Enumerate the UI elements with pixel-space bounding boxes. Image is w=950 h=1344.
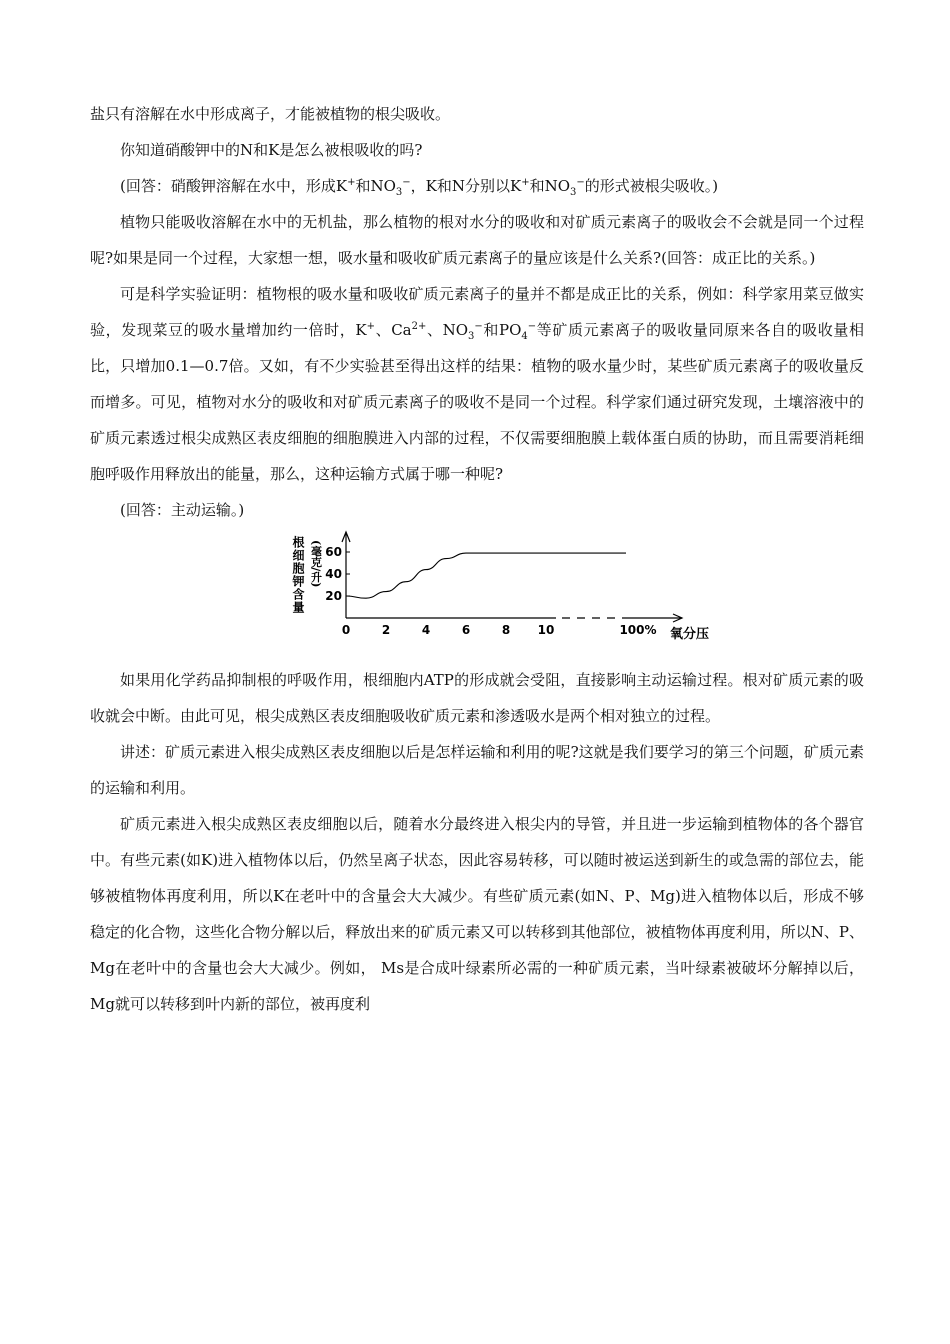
y-tick-label: 20 [325, 589, 342, 603]
paragraph-7: 如果用化学药品抑制根的呼吸作用，根细胞内ATP的形成就会受阻，直接影响主动运输过程。根对矿质元素的吸收就会中断。由此可见，根尖成熟区表皮细胞吸收矿质元素和渗透吸水是两个相对独立的过程。 [90, 671, 864, 725]
x-tick-label: 8 [501, 623, 511, 637]
paragraph-2: 你知道硝酸钾中的N和K是怎么被根吸收的吗? [120, 141, 423, 159]
x-axis-label: 氧分压 [670, 627, 710, 642]
x-tick-label: 10 [537, 623, 555, 637]
paragraph-6: (回答：主动运输。) [120, 501, 245, 519]
paragraph-8: 讲述：矿质元素进入根尖成熟区表皮细胞以后是怎样运输和利用的呢?这就是我们要学习的第三个问题，矿质元素的运输和利用。 [90, 743, 864, 797]
paragraph-5: 可是科学实验证明：植物根的吸水量和吸收矿质元素离子的量并不都是成正比的关系，例如：科学家用菜豆做实验，发现菜豆的吸水量增加约一倍时，K+、$Ca^{2+}$、$NO_3^-$和$PO_4^-$等矿质元素离子的吸收量同原来各自的吸收量相比，只增加0.1—0.7倍。又如，有不少实验甚至得出这样的结果：植物的吸水量少时，某些矿质元素离子的吸收量反而增多。可见，植物对水分的吸收和对矿质元素离子的吸收不是同一个过程。科学家们通过研究发现，土壤溶液中的矿质元素透过根尖成熟区表皮细胞的细胞膜进入内部的过程，不仅需要细胞膜上载体蛋白质的协助，而且需要消耗细胞呼吸作用释放出的能量，那么，这种运输方式属于哪一种呢? [90, 285, 865, 483]
paragraph-9: 矿质元素进入根尖成熟区表皮细胞以后，随着水分最终进入根尖内的导管，并且进一步运输到植物体的各个器官中。有些元素(如K)进入植物体以后，仍然呈离子状态，因此容易转移，可以随时被运送到新生的或急需的部位去，能够被植物体再度利用，所以K在老叶中的含量会大大减少。有些矿质元素(如N、P、Mg)进入植物体以后，形成不够稳定的化合物，这些化合物分解以后，释放出来的矿质元素又可以转移到其他部位，被植物体再度利用，所以N、P、Mg在老叶中的含量也会大大减少。例如， Ms是合成叶绿素所必需的一种矿质元素，当叶绿素被破坏分解掉以后，Mg就可以转移到叶内新的部位，被再度利 [90, 815, 864, 1013]
document-body [90, 96, 864, 1022]
data-line [346, 553, 626, 598]
paragraph-3: (回答：硝酸钾溶解在水中，形成K+和$NO_3^-$，K和N分别以K+和$NO_3^-$的形式被根尖吸收。) [120, 177, 719, 198]
x-tick-label: 0 [341, 623, 351, 637]
x-tick-label: 100% [619, 623, 657, 637]
y-axis-label: 根细胞钾含量 [291, 536, 305, 614]
y-tick-label: 40 [325, 567, 342, 581]
x-tick-label: 6 [461, 623, 471, 637]
x-tick-label: 2 [381, 623, 391, 637]
y-axis-unit: (毫克/升) [309, 540, 323, 588]
chart-svg [290, 530, 710, 656]
potassium-oxygen-chart [90, 530, 864, 656]
paragraph-1: 盐只有溶解在水中形成离子，才能被植物的根尖吸收。 [90, 105, 451, 123]
paragraph-4: 植物只能吸收溶解在水中的无机盐，那么植物的根对水分的吸收和对矿质元素离子的吸收会不会就是同一个过程呢?如果是同一个过程，大家想一想，吸水量和吸收矿质元素离子的量应该是什么关系?(回答：成正比的关系。) [90, 213, 864, 267]
y-tick-label: 60 [325, 545, 342, 559]
x-tick-label: 4 [421, 623, 431, 637]
